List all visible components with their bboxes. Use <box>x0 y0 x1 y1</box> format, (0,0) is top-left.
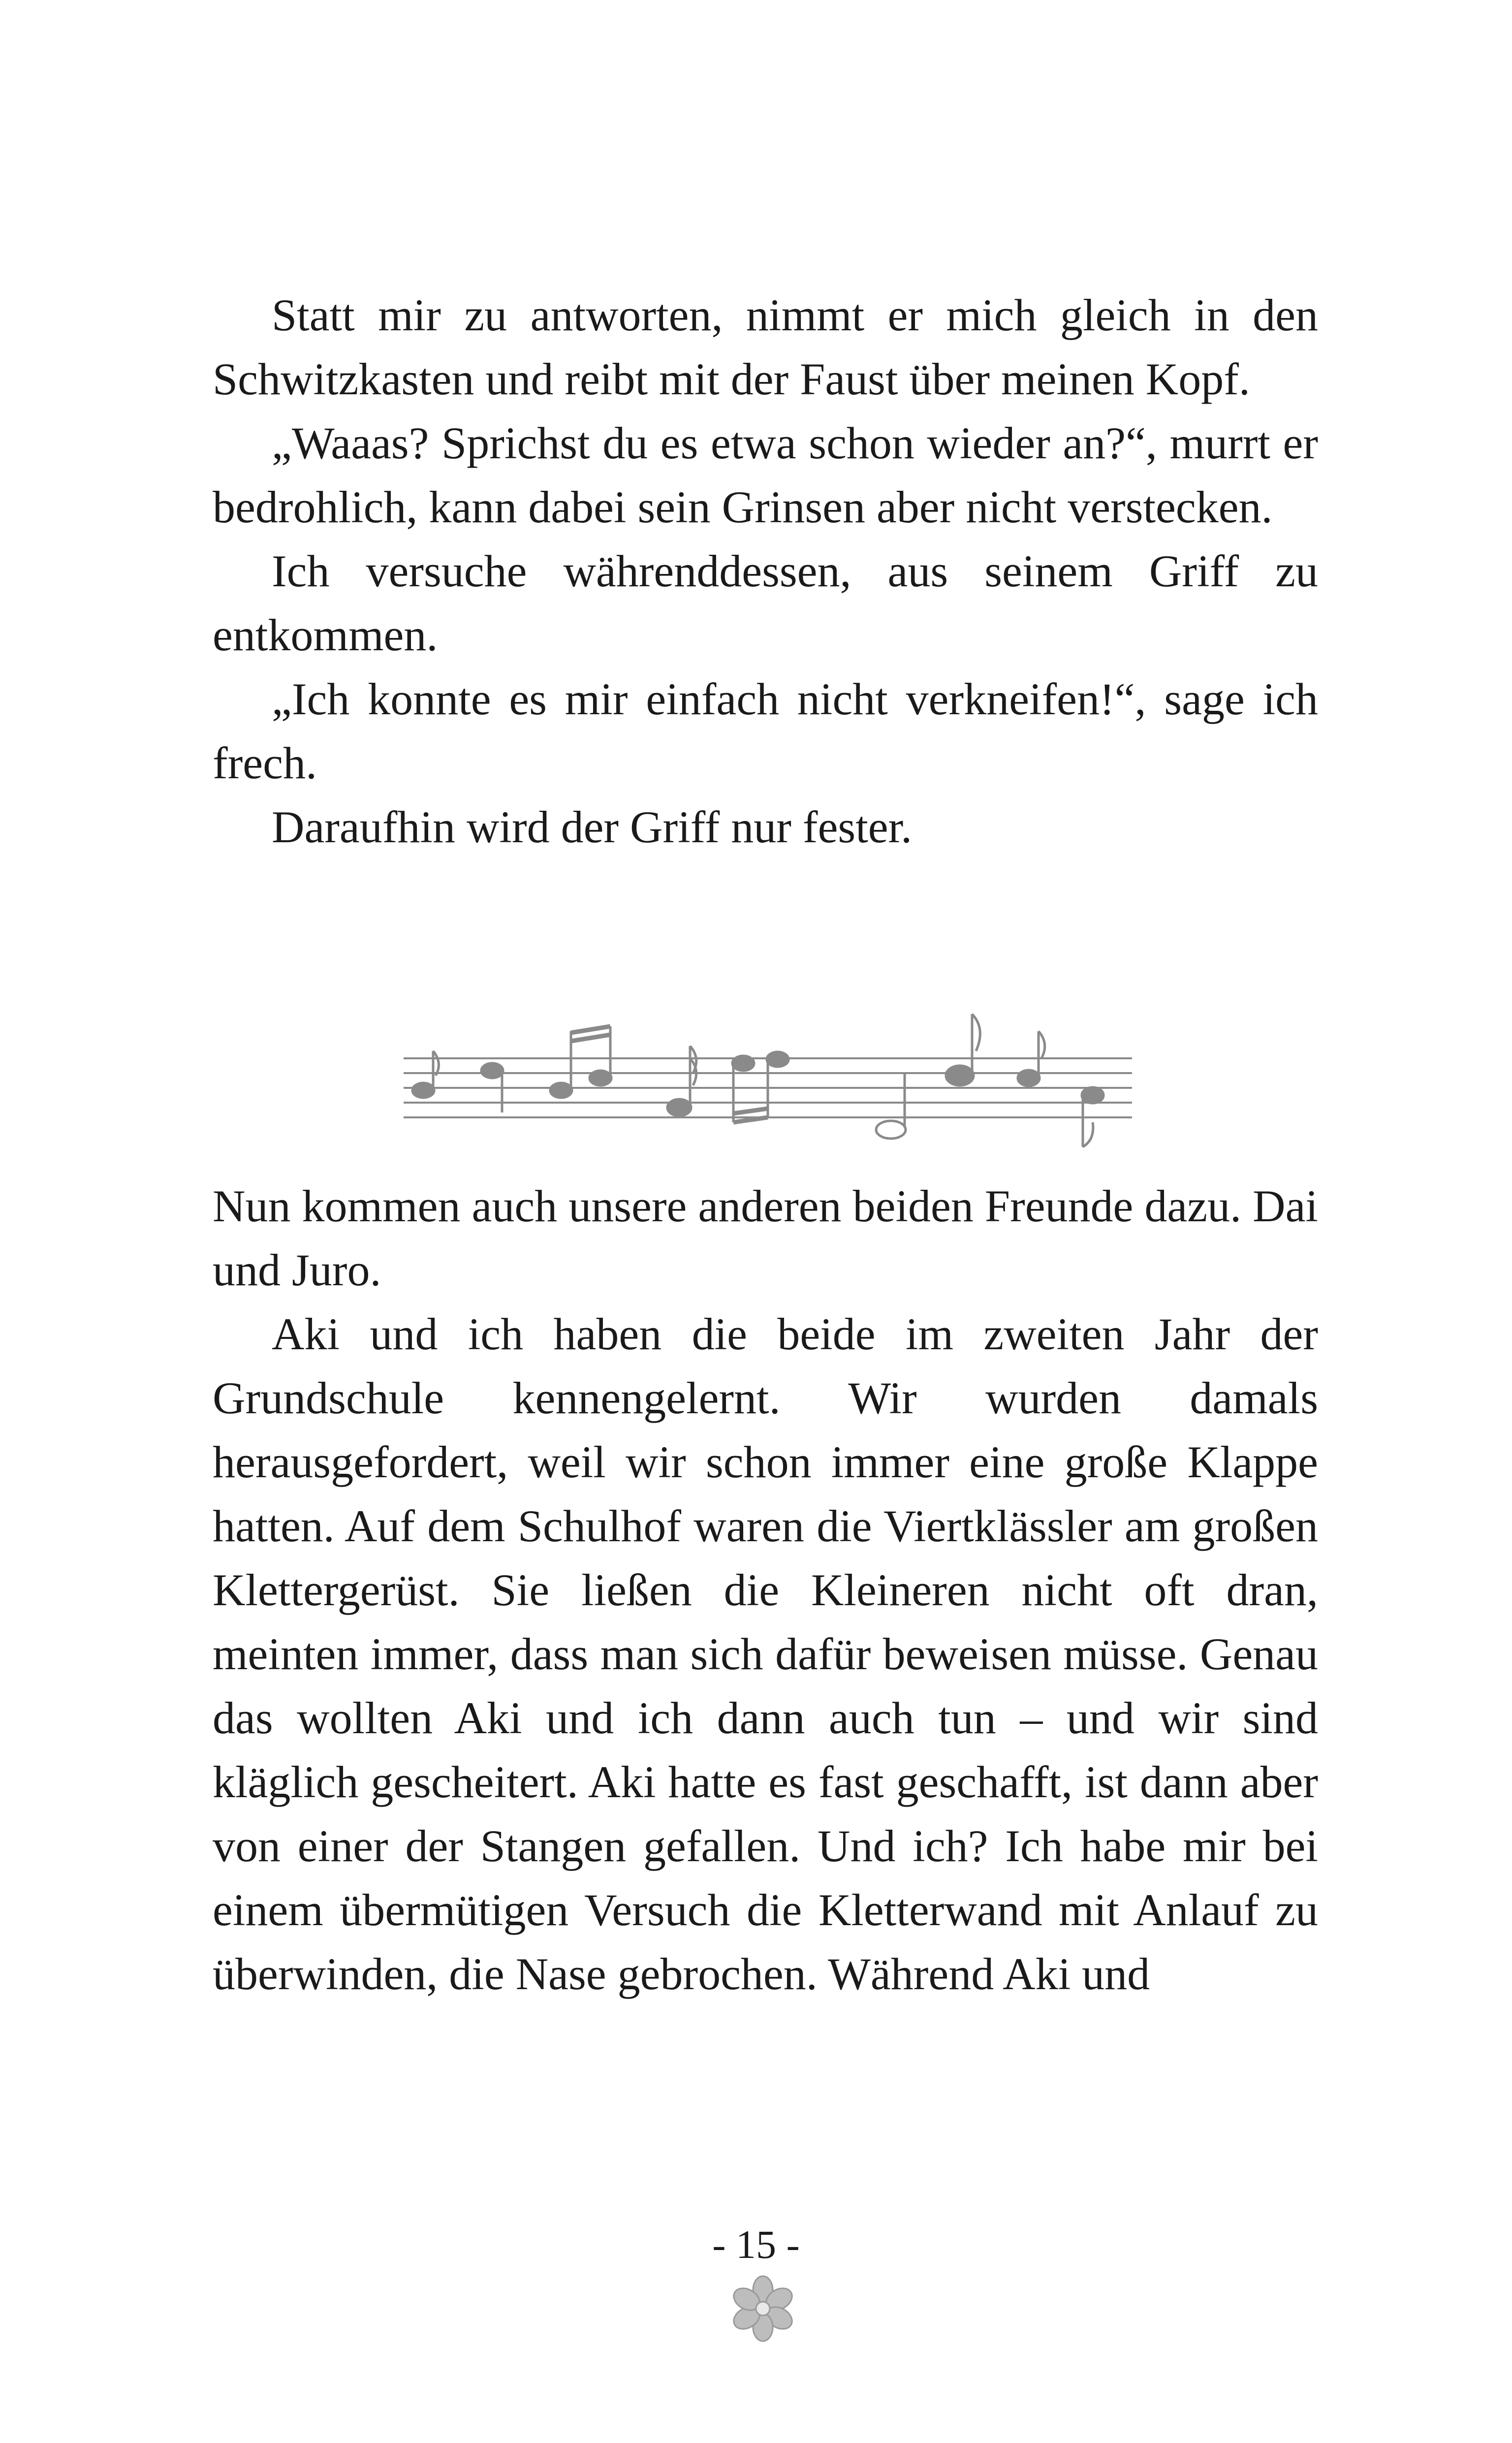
flower-icon <box>728 2274 797 2343</box>
paragraph: Daraufhin wird der Griff nur fester. <box>272 802 913 852</box>
paragraph: Ich versuche währenddessen, aus seinem Griff zu entkommen. <box>213 546 1318 660</box>
text-section-top <box>213 283 1318 859</box>
text-section-bottom <box>213 1174 1318 2006</box>
paragraph: „Ich konnte es mir einfach nicht verkneifen!“, sage ich frech. <box>213 674 1318 788</box>
music-notes-divider-icon <box>404 1004 1132 1152</box>
paragraph: Statt mir zu antworten, nimmt er mich gleich in den Schwitzkasten und reibt mit der Faust über meinen Kopf. <box>213 290 1318 404</box>
paragraph: Nun kommen auch unsere anderen beiden Freunde dazu. Dai und Juro. <box>213 1181 1318 1295</box>
paragraph: „Waaas? Sprichst du es etwa schon wieder an?“, murrt er bedrohlich, kann dabei sein Grinsen aber nicht verstecken. <box>213 418 1318 532</box>
page-number: - 15 - <box>712 2222 800 2267</box>
paragraph: Aki und ich haben die beide im zweiten Jahr der Grundschule kennengelernt. Wir wurden damals herausgefordert, weil wir schon immer eine große Klappe hatten. Auf dem Schulhof waren die Viertklässler am großen Klettergerüst. Sie ließen die Kleineren nicht oft dran, meinten immer, dass man sich dafür beweisen müsse. Genau das wollten Aki und ich dann auch tun – und wir sind kläglich gescheitert. Aki hatte es fast geschafft, ist dann aber von einer der Stangen gefallen. Und ich? Ich habe mir bei einem übermütigen Versuch die Kletterwand mit Anlauf zu überwinden, die Nase gebrochen. Während Aki und <box>213 1309 1318 1999</box>
